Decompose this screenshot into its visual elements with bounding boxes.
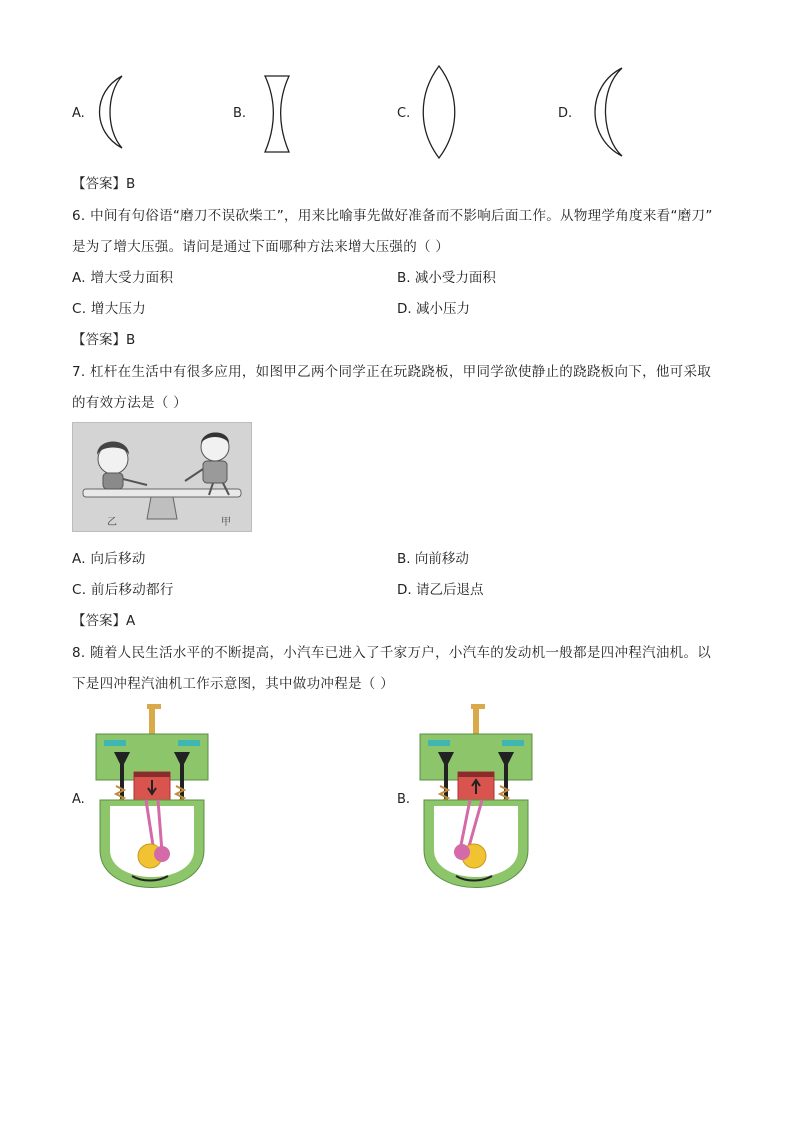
q8-stem-line1: 8. 随着人民生活水平的不断提高，小汽车已进入了千家万户，小汽车的发动机一般都是四冲程汽油机。以 xyxy=(72,645,712,661)
q7-option-c: C. 前后移动都行 xyxy=(72,582,174,598)
lens-c-convex xyxy=(422,64,456,160)
lens-d-concave-meniscus xyxy=(584,66,626,158)
q7-stem-line2: 的有效方法是（ ） xyxy=(72,395,187,411)
lens-b-concave xyxy=(262,74,292,154)
q7-option-a: A. 向后移动 xyxy=(72,551,146,567)
q7-option-b: B. 向前移动 xyxy=(397,551,469,567)
q7-stem-line1: 7. 杠杆在生活中有很多应用，如图甲乙两个同学正在玩跷跷板，甲同学欲使静止的跷跷板向下，他可采取 xyxy=(72,364,712,380)
q5-answer: 【答案】B xyxy=(72,176,136,192)
lens-a-convex-meniscus xyxy=(92,74,132,150)
q6-stem-line2: 是为了增大压强。请问是通过下面哪种方法来增大压强的（ ） xyxy=(72,239,450,255)
q7-option-d: D. 请乙后退点 xyxy=(397,582,484,598)
q6-answer: 【答案】B xyxy=(72,332,136,348)
q8-stem-line2: 下是四冲程汽油机工作示意图，其中做功冲程是（ ） xyxy=(72,676,394,692)
engine-diagram-b xyxy=(416,700,536,900)
q5-option-a-label: A. xyxy=(72,106,85,121)
q6-stem-line1: 6. 中间有句俗语“磨刀不误砍柴工”，用来比喻事先做好准备而不影响后面工作。从物理学角度来看“磨刀” xyxy=(72,208,713,224)
q6-option-d: D. 减小压力 xyxy=(397,301,470,317)
q6-option-c: C. 增大压力 xyxy=(72,301,147,317)
seesaw-label-jia: 甲 xyxy=(221,517,231,528)
engine-diagram-a xyxy=(92,700,212,900)
q6-option-a: A. 增大受力面积 xyxy=(72,270,174,286)
seesaw-figure xyxy=(72,422,252,532)
q8-option-b-label: B. xyxy=(397,792,411,807)
q6-option-b: B. 减小受力面积 xyxy=(397,270,496,286)
q8-option-a-label: A. xyxy=(72,792,85,807)
seesaw-label-yi: 乙 xyxy=(107,517,117,528)
q5-option-c-label: C. xyxy=(397,106,411,121)
q7-answer: 【答案】A xyxy=(72,613,136,629)
q5-option-b-label: B. xyxy=(233,106,247,121)
q5-option-d-label: D. xyxy=(558,106,573,121)
